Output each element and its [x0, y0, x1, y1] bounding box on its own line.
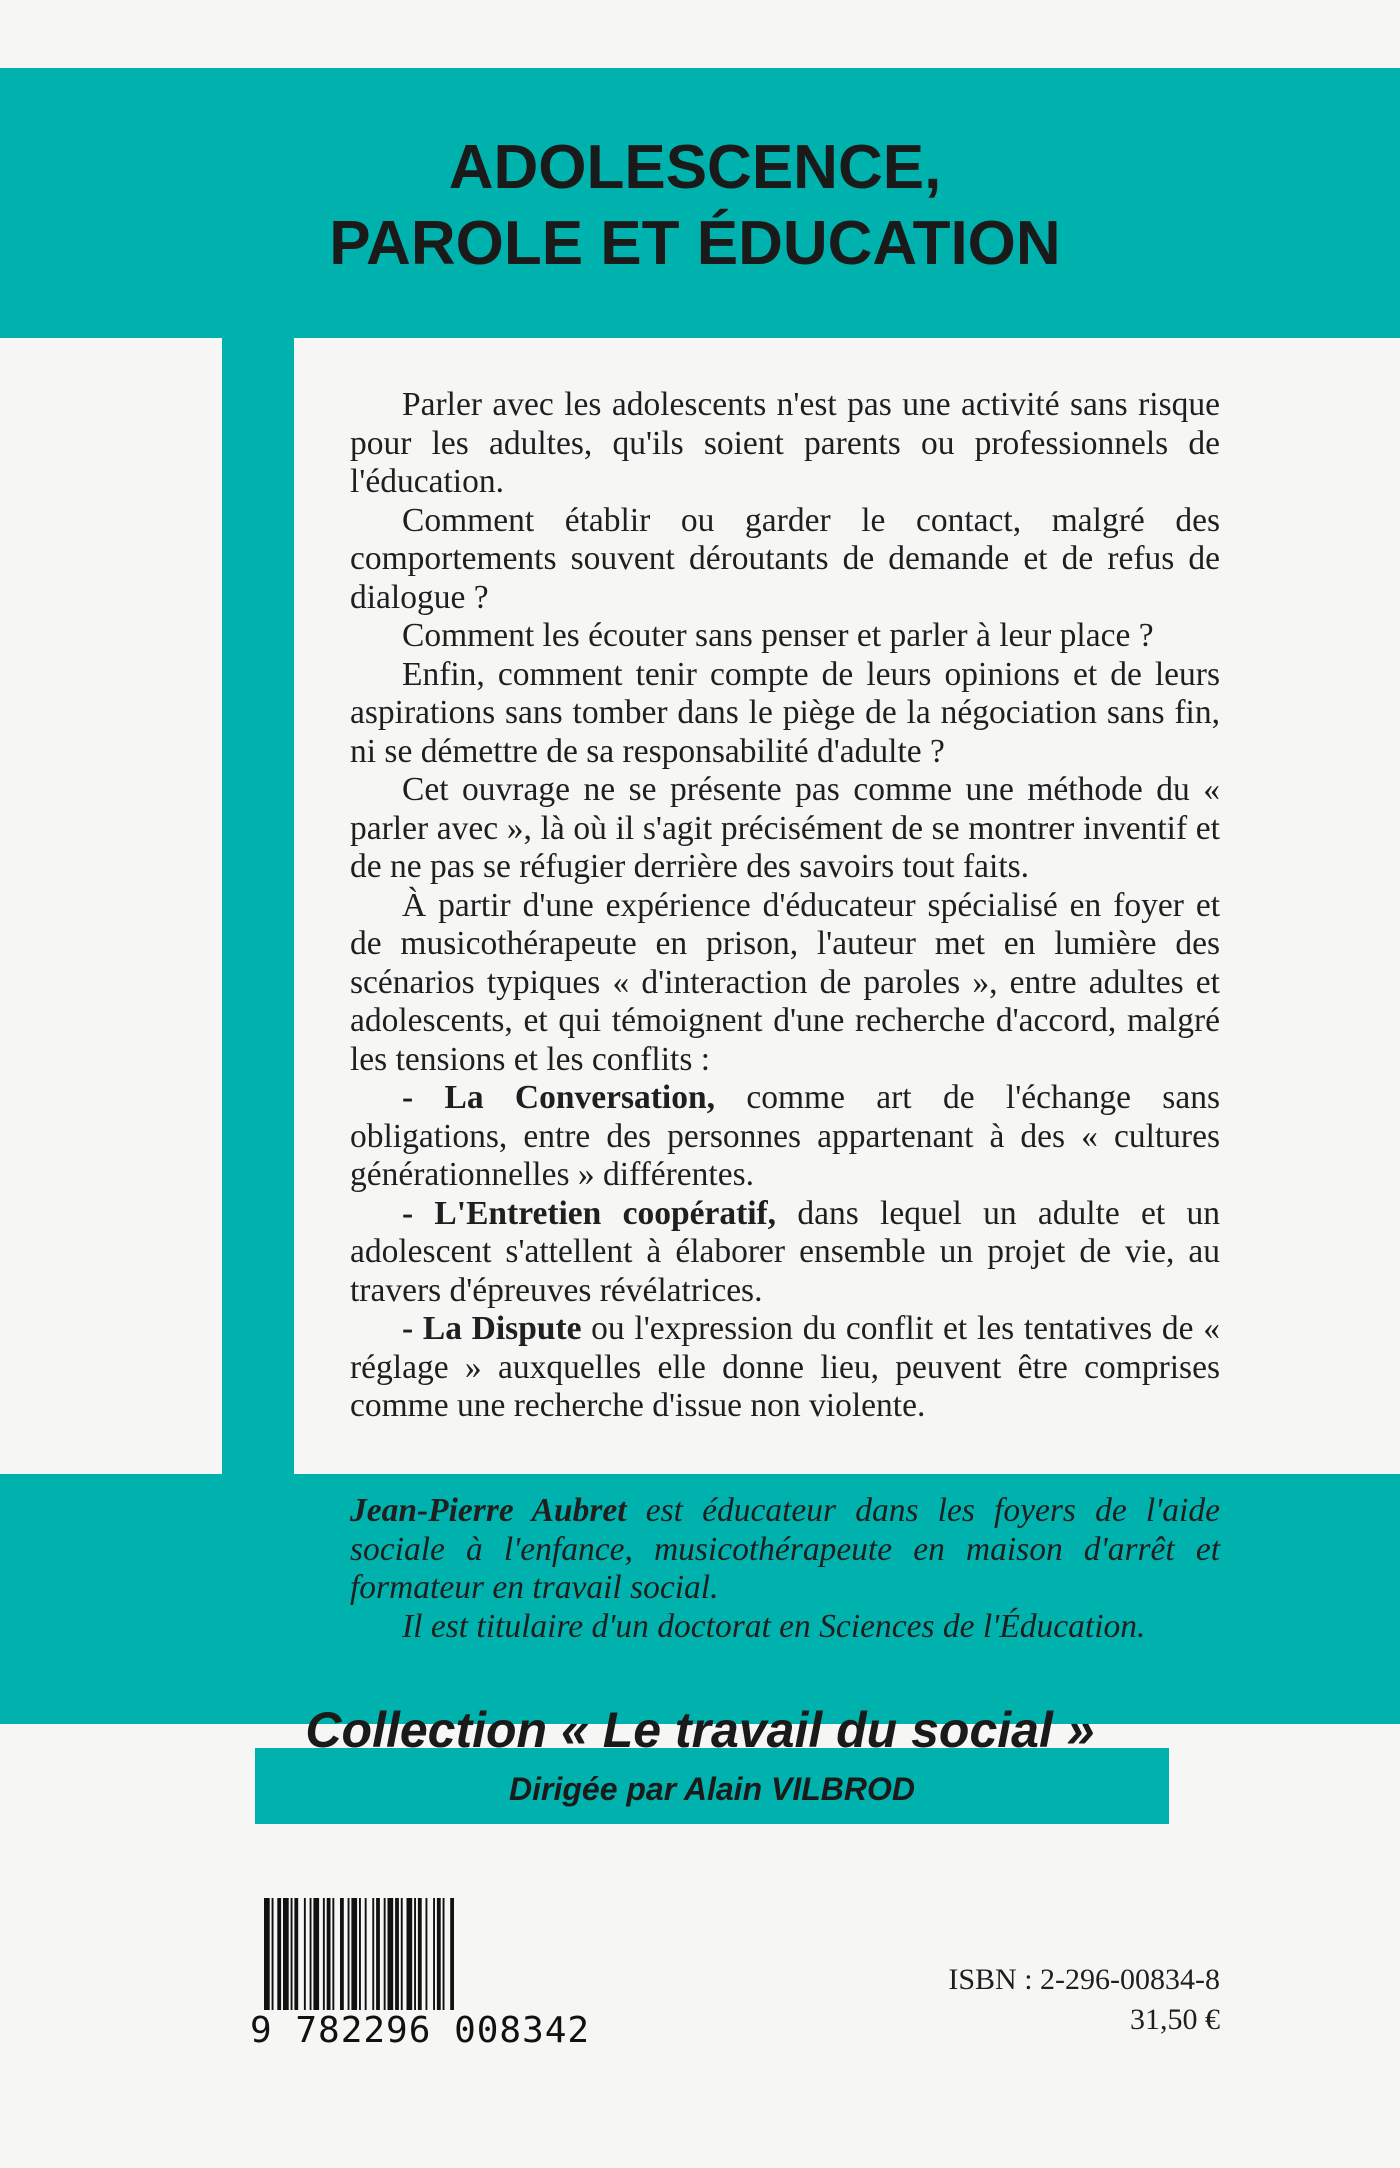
- list-item-dispute: [350, 1310, 1220, 1426]
- paragraph-3: Comment les écouter sans penser et parler à leur place ?: [402, 617, 1154, 654]
- list-item-text: ou l'expression du conflit et les tentatives de « réglage » auxquelles elle donne lieu, peuvent être comprises comme une recherche d'issue non violente.: [350, 1310, 1220, 1424]
- paragraph-2: Comment établir ou garder le contact, malgré des comportements souvent déroutants de demande et de refus de dialogue ?: [350, 501, 1220, 616]
- paragraph-4: Enfin, comment tenir compte de leurs opinions et de leurs aspirations sans tomber dans le piège de la négociation sans fin, ni se démettre de sa responsabilité d'adulte ?: [350, 655, 1220, 770]
- list-item-text: dans lequel un adulte et un adolescent s'attellent à élaborer ensemble un projet de vie, au travers d'épreuves révélatrices.: [350, 1194, 1220, 1309]
- list-item-label: - La Conversation,: [402, 1079, 715, 1116]
- barcode-digits: 9 782296 008342: [250, 2010, 591, 2051]
- list-item-conversation: [350, 1079, 1220, 1195]
- list-item-label: - L'Entretien coopératif,: [402, 1194, 777, 1232]
- collection-title: Collection « Le travail du social »: [305, 1702, 1095, 1758]
- author-bio: [350, 1492, 1220, 1646]
- title-line-1: ADOLESCENCE,: [448, 133, 942, 202]
- bio-paragraph-2: Il est titulaire d'un doctorat en Sciences de l'Éducation.: [402, 1607, 1146, 1645]
- left-accent-bar: [222, 336, 294, 1476]
- paragraph-6: À partir d'une expérience d'éducateur spécialisé en foyer et de musicothérapeute en prison, l'auteur met en lumière des scénarios typiques « d'interaction de paroles », entre adultes et adolescents, et qui témoignent d'une recherche d'accord, malgré les tensions et les conflits :: [350, 886, 1220, 1078]
- title-line-2: PAROLE ET ÉDUCATION: [329, 209, 1061, 278]
- bio-text: est éducateur dans les foyers de l'aide sociale à l'enfance, musicothérapeute en maison d'arrêt et formateur en travail social.: [350, 1492, 1220, 1606]
- list-item-text: comme art de l'échange sans obligations, entre des personnes appartenant à des « cultures générationnelles » différentes.: [350, 1079, 1220, 1193]
- collection-director: Dirigée par Alain VILBROD: [509, 1771, 915, 1807]
- back-cover-text: [350, 386, 1220, 1426]
- paragraph-1: Parler avec les adolescents n'est pas une activité sans risque pour les adultes, qu'ils soient parents ou professionnels de l'éducation.: [350, 386, 1220, 500]
- book-title: [0, 130, 1390, 282]
- barcode-bars: [250, 1898, 590, 2016]
- paragraph-5: Cet ouvrage ne se présente pas comme une méthode du « parler avec », là où il s'agit précisément de se montrer inventif et de ne pas se réfugier derrière des savoirs tout faits.: [350, 771, 1220, 885]
- isbn: ISBN : 2-296-00834-8: [948, 1963, 1220, 1996]
- list-item-label: - La Dispute: [402, 1310, 582, 1347]
- bio-paragraph-1: [350, 1492, 1220, 1608]
- price: 31,50 €: [1130, 2003, 1220, 2036]
- list-item-entretien: [350, 1195, 1220, 1311]
- author-name: Jean-Pierre Aubret: [350, 1492, 627, 1529]
